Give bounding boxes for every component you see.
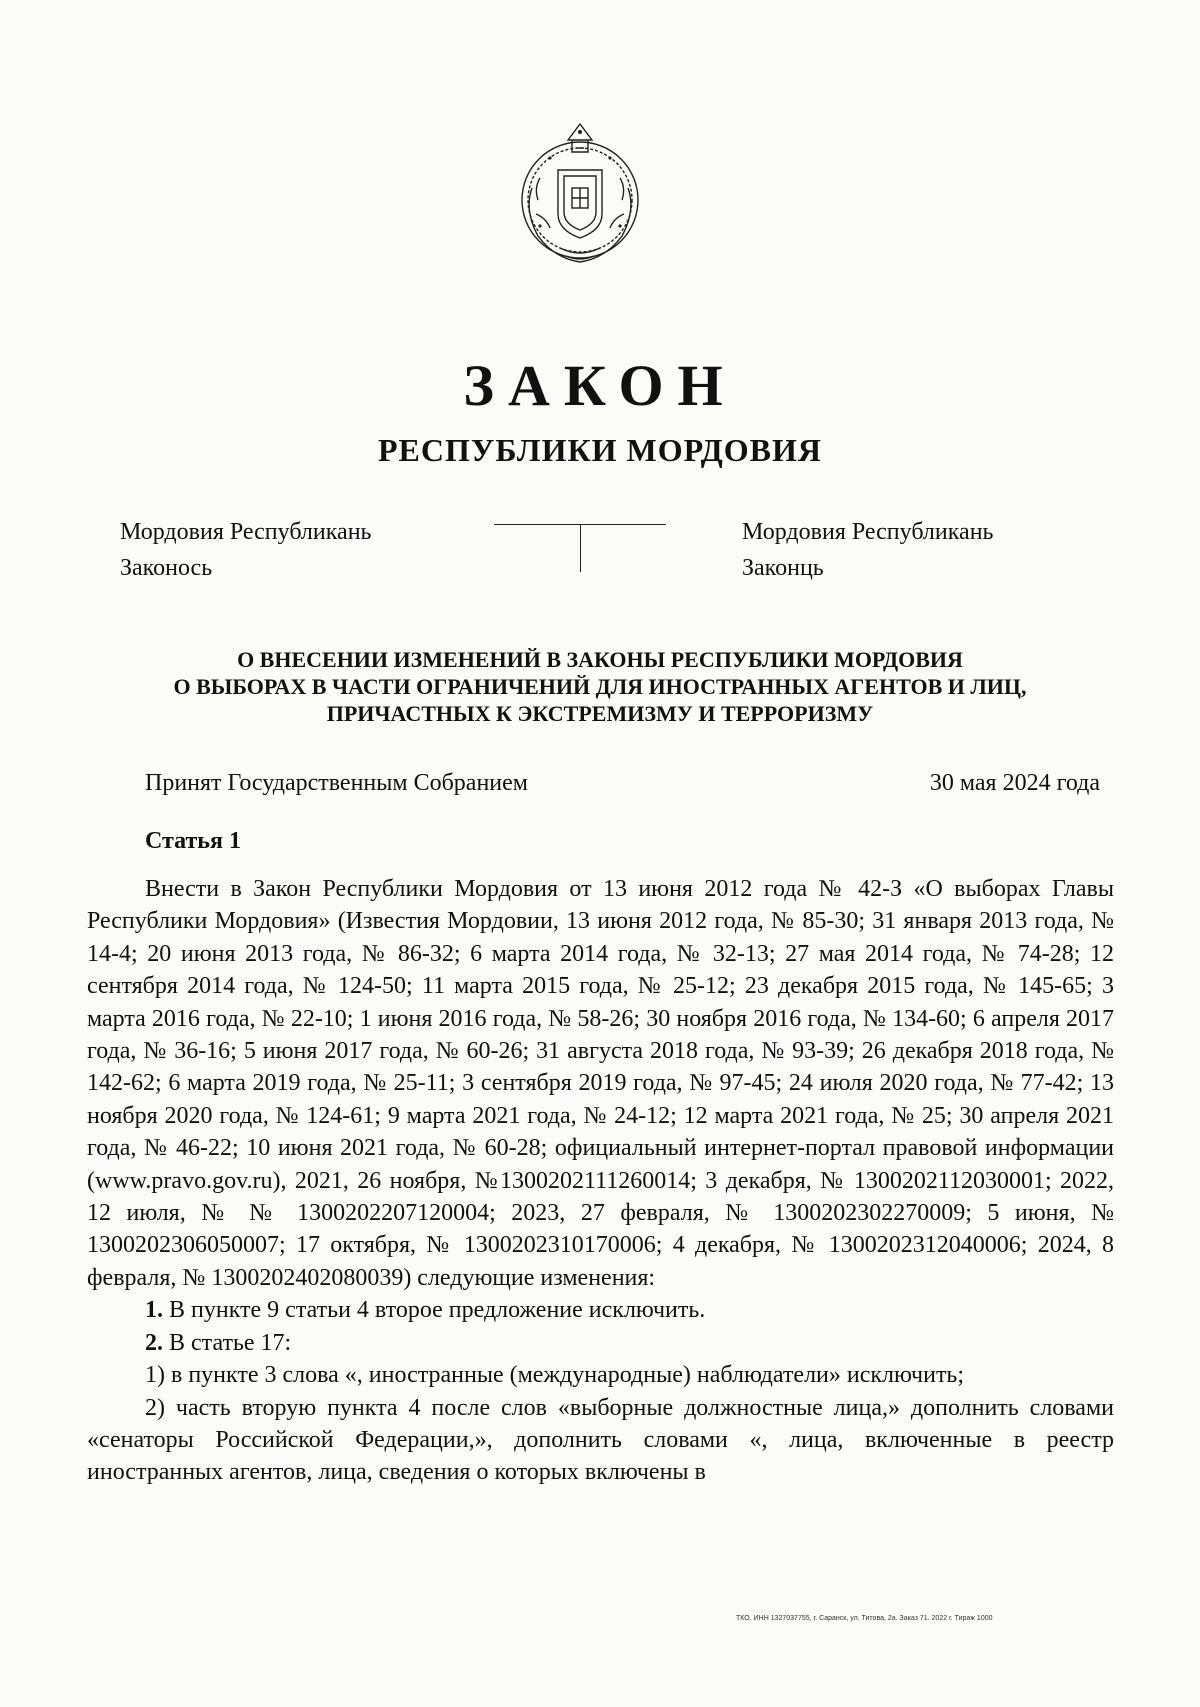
item-text: В пункте 9 статьи 4 второе предложение исключить. <box>163 1297 706 1324</box>
article-heading: Статья 1 <box>145 828 241 854</box>
adopted-date: 30 мая 2024 года <box>929 770 1100 796</box>
item-text: В статье 17: <box>163 1329 292 1356</box>
adopted-by: Принят Государственным Собранием <box>145 770 528 796</box>
erzya-line-2: Законць <box>742 555 824 581</box>
moksha-heading <box>120 514 371 586</box>
law-title <box>130 646 1070 727</box>
erzya-line-1: Мордовия Республикань <box>742 519 994 545</box>
moksha-line-2: Законось <box>120 555 213 581</box>
header-divider-vertical <box>580 524 581 572</box>
article-body <box>87 873 1114 1489</box>
erzya-heading <box>742 514 993 586</box>
law-title-line-1: О ВНЕСЕНИИ ИЗМЕНЕНИЙ В ЗАКОНЫ РЕСПУБЛИКИ МОРДОВИЯ <box>237 647 963 672</box>
list-item <box>87 1327 1114 1359</box>
law-title-line-3: ПРИЧАСТНЫХ К ЭКСТРЕМИЗМУ И ТЕРРОРИЗМУ <box>326 701 874 726</box>
item-number: 2. <box>145 1329 163 1356</box>
item-number: 1. <box>145 1297 163 1324</box>
intro-paragraph: Внести в Закон Республики Мордовия от 13 июня 2012 года № 42-З «О выборах Главы Республики Мордовия» (Известия Мордовии, 13 июня 2012 года, № 85-30; 31 января 2013 года, № 14-4; 20 июня 2013 года, № 86-32; 6 марта 2014 года, № 32-13; 27 мая 2014 года, № 74-28; 12 сентября 2014 года, № 124-50; 11 марта 2015 года, № 25-12; 23 декабря 2015 года, № 145-65; 3 марта 2016 года, № 22-10; 1 июня 2016 года, № 58-26; 30 ноября 2016 года, № 134-60; 6 апреля 2017 года, № 36-16; 5 июня 2017 года, № 60-26; 31 августа 2018 года, № 93-39; 26 декабря 2018 года, № 142-62; 6 марта 2019 года, № 25-11; 3 сентября 2019 года, № 97-45; 24 июля 2020 года, № 77-42; 13 ноября 2020 года, № 124-61; 9 марта 2021 года, № 24-12; 12 марта 2021 года, № 25; 30 апреля 2021 года, № 46-22; 10 июня 2021 года, № 60-28; официальный интернет-портал правовой информации (www.pravo.gov.ru), 2021, 26 ноября, №1300202111260014; 3 декабря, № 1300202112030001; 2022, 12 июля, № № 1300202207120004; 2023, 27 февраля, № 1300202302270009; 5 июня, № 1300202306050007; 17 октября, № 1300202310170006; 4 декабря, № 1300202312040006; 2024, 8 февраля, № 1300202402080039) следующие изменения: <box>87 876 1114 1291</box>
document-title: ЗАКОН <box>463 353 737 418</box>
moksha-line-1: Мордовия Республикань <box>120 519 372 545</box>
law-title-line-2: О ВЫБОРАХ В ЧАСТИ ОГРАНИЧЕНИЙ ДЛЯ ИНОСТРАННЫХ АГЕНТОВ И ЛИЦ, <box>173 674 1027 699</box>
printer-imprint: ТКО. ИНН 1327037755, г. Саранск, ул. Титова, 2а. Заказ 71. 2022 г. Тираж 1000 <box>736 1615 993 1622</box>
subitem: 1) в пункте 3 слова «, иностранные (международные) наблюдатели» исключить; <box>145 1362 965 1389</box>
subitem: 2) часть вторую пункта 4 после слов «выборные должностные лица,» дополнить словами «сенаторы Российской Федерации,», дополнить словами «, лица, включенные в реестр иностранных агентов, лица, сведения о которых включены в <box>87 1394 1114 1486</box>
list-item <box>87 1294 1114 1326</box>
document-subtitle: РЕСПУБЛИКИ МОРДОВИЯ <box>377 432 823 468</box>
coat-of-arms-emblem <box>510 118 650 274</box>
